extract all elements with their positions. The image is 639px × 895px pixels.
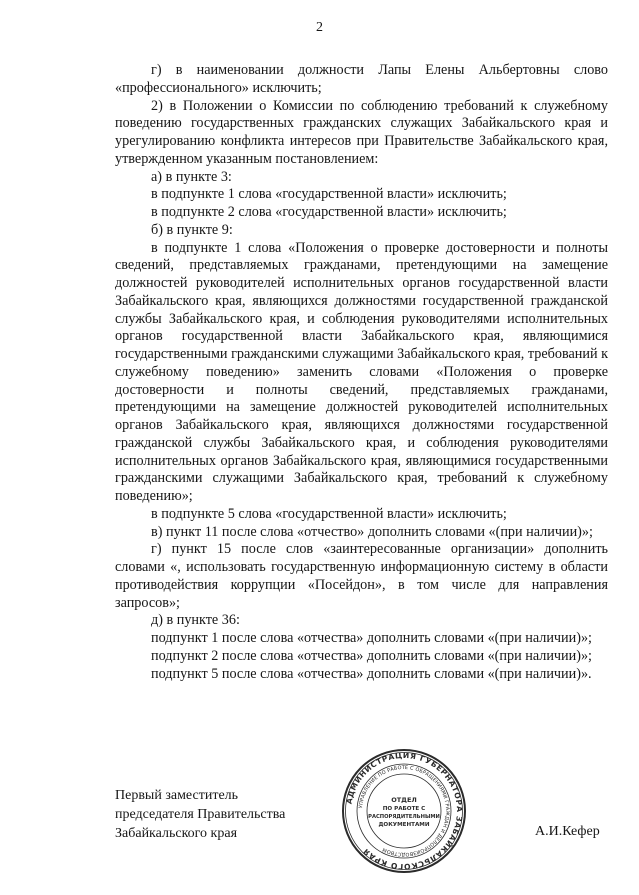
stamp-center-line: ПО РАБОТЕ С (382, 806, 426, 812)
paragraph: подпункт 2 после слова «отчества» дополнить словами «(при наличии)»; (151, 647, 592, 664)
paragraph: в подпункте 5 слова «государственной власти» исключить; (151, 505, 507, 522)
paragraph: в подпункте 1 слова «Положения о проверке достоверности и полноты сведений, представляемых гражданами, претендующими на замещение должностей руководителей исполнительных органов государственной власти Забайкальского края, являющихся должностями государственной гражданской службы Забайкальского края, и соблюдения руководителями исполнительных органов государственной власти Забайкальского края, являющимися государственными гражданскими служащими Забайкальского края, требований к служебному поведению» заменить словами «Положения о проверке достоверности и полноты сведений, представляемых гражданами, претендующими на замещение должностей руководителей исполнительных органов Забайкальского края, являющихся должностями государственной гражданской службы Забайкальского края, и соблюдения руководителями исполнительных органов Забайкальского края, являющимися государственными гражданскими служащими Забайкальского края, требований к служебному поведению»; (115, 239, 608, 504)
paragraph: в подпункте 2 слова «государственной власти» исключить; (151, 204, 507, 220)
stamp-center-line: ОТДЕЛ (391, 796, 417, 804)
signature-position (115, 786, 285, 843)
stamp-inner-ring-text: УПРАВЛЕНИЕ ПО РАБОТЕ С ОБРАЩЕНИЯМИ ГРАЖДАН И ДЕЛОПРОИЗВОДСТВОМ (358, 764, 451, 858)
stamp-ring-text: АДМИНИСТРАЦИЯ ГУБЕРНАТОРА ЗАБАЙКАЛЬСКОГО КРАЯ (344, 750, 465, 872)
paragraph: г) в наименовании должности Лапы Елены Альбертовны слово «профессионального» исключить; (115, 62, 608, 96)
signer-name: А.И.Кефер (535, 824, 600, 839)
paragraph: 2) в Положении о Комиссии по соблюдению требований к служебному поведению государственных гражданских служащих Забайкальского края и урегулированию конфликта интересов при Правительстве Забайкальского края, утвержденном указанным постановлением: (115, 97, 608, 167)
page-number: 2 (316, 20, 323, 35)
paragraph: подпункт 5 после слова «отчества» дополнить словами «(при наличии)». (151, 665, 592, 682)
stamp-center-line: ДОКУМЕНТАМИ (378, 822, 430, 828)
signature-position-line: Первый заместитель (115, 788, 239, 803)
signature-position-line: председателя Правительства (115, 807, 286, 822)
paragraph: в подпункте 1 слова «государственной власти» исключить; (151, 186, 507, 203)
paragraph: а) в пункте 3: (151, 168, 232, 185)
stamp-center-line: РАСПОРЯДИТЕЛЬНЫМИ (368, 814, 440, 820)
signature-position-line: Забайкальского края (115, 826, 238, 841)
document-body (115, 62, 608, 683)
paragraph: г) пункт 15 после слов «заинтересованные организации» дополнить словами «, использовать государственную информационную систему в области противодействия коррупции «Посейдон», в том числе для направления запросов»; (115, 541, 608, 611)
paragraph: подпункт 1 после слова «отчества» дополнить словами «(при наличии)»; (151, 630, 592, 646)
paragraph: д) в пункте 36: (151, 612, 240, 629)
paragraph: б) в пункте 9: (151, 221, 233, 238)
official-stamp (341, 748, 467, 874)
paragraph: в) пункт 11 после слова «отчество» дополнить словами «(при наличии)»; (151, 523, 593, 540)
